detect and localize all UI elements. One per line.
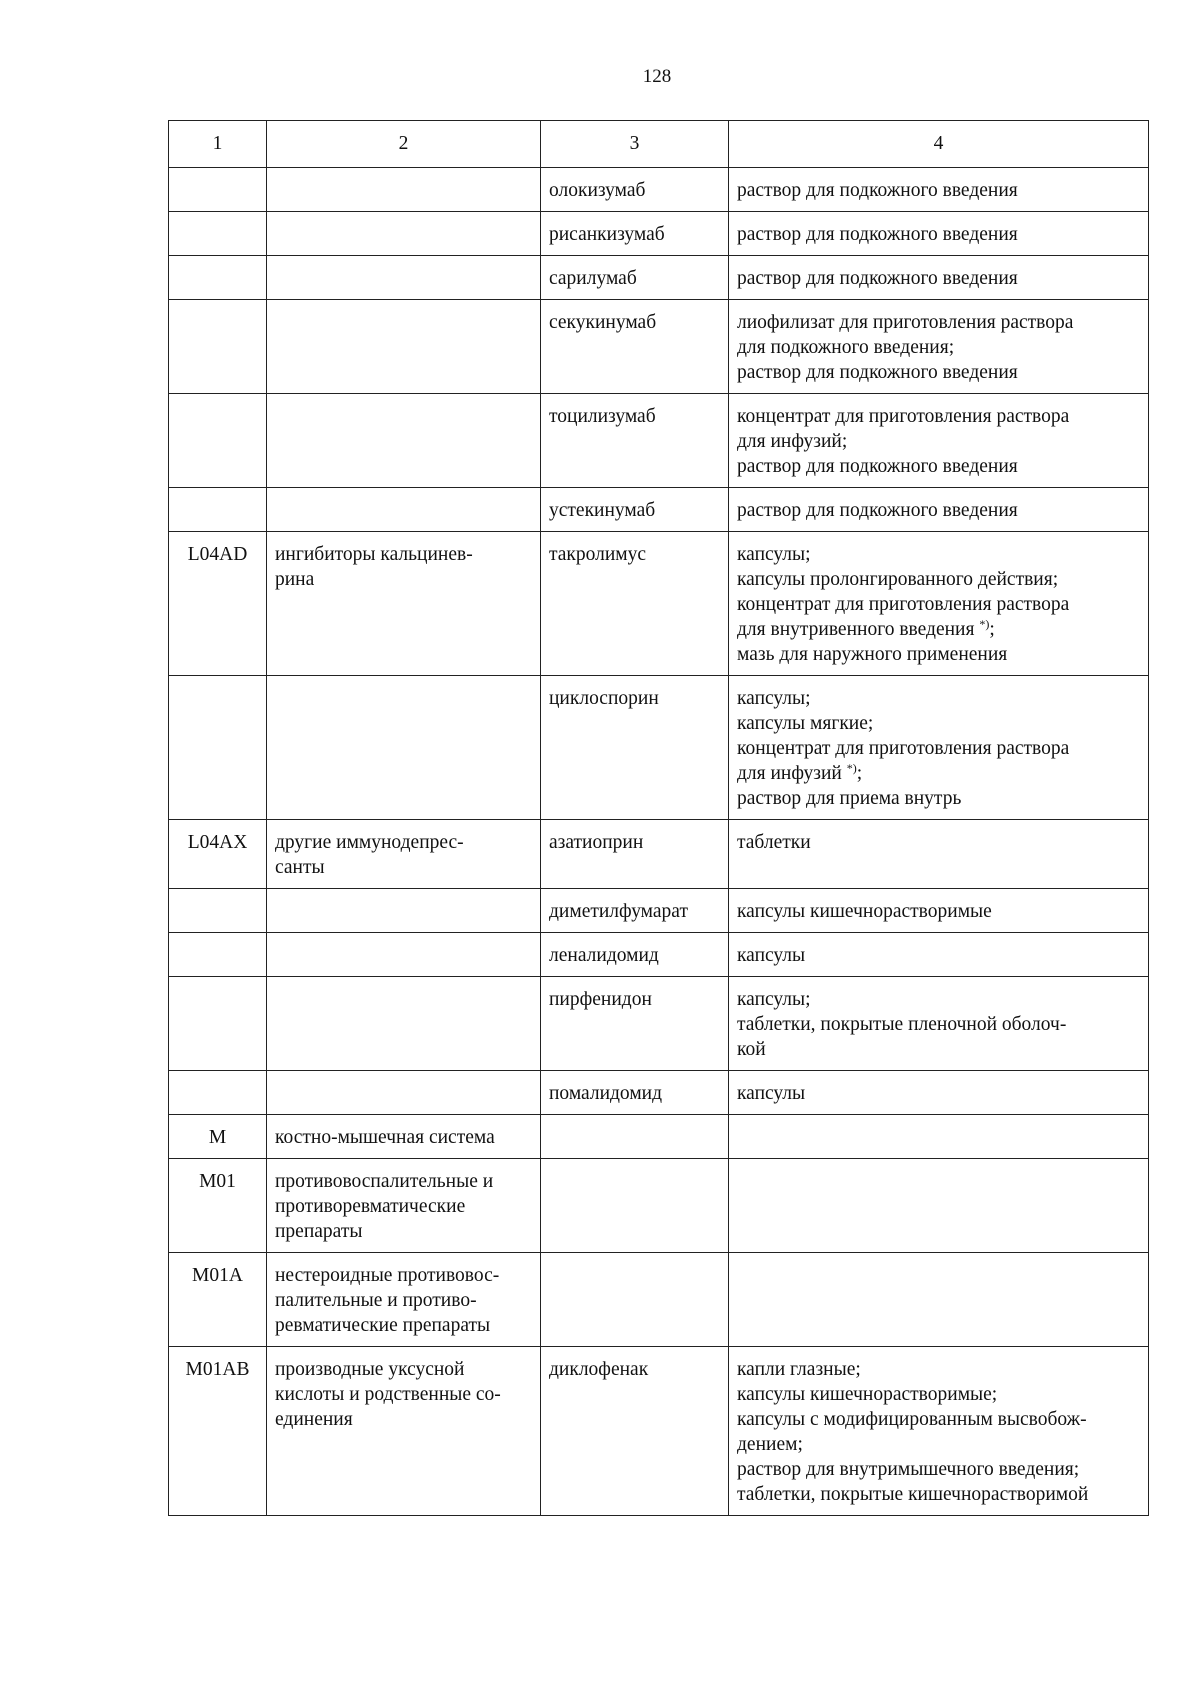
drug-name: секукинумаб bbox=[549, 312, 657, 333]
table-row bbox=[169, 532, 1149, 676]
atc-code-cell bbox=[169, 256, 267, 300]
group-cell bbox=[267, 1253, 541, 1347]
dosage-form-line: капсулы пролонгированного действия; bbox=[737, 569, 1059, 590]
dosage-forms-cell bbox=[729, 1347, 1149, 1516]
drug-name-cell bbox=[541, 1159, 729, 1253]
dosage-forms-cell bbox=[729, 977, 1149, 1071]
dosage-form-line: капсулы кишечнорастворимые; bbox=[737, 1384, 998, 1405]
dosage-form-line: таблетки bbox=[737, 832, 811, 853]
dosage-forms-cell bbox=[729, 394, 1149, 488]
group-text-line: единения bbox=[275, 1409, 353, 1430]
header-col-2: 2 bbox=[267, 121, 541, 168]
group-text-line: санты bbox=[275, 857, 325, 878]
group-text-line: препараты bbox=[275, 1221, 363, 1242]
group-cell bbox=[267, 394, 541, 488]
table-row bbox=[169, 256, 1149, 300]
dosage-form-line: раствор для подкожного введения bbox=[737, 224, 1018, 245]
dosage-form-line: для инфузий *); bbox=[737, 761, 863, 784]
atc-code-cell bbox=[169, 977, 267, 1071]
drug-name: рисанкизумаб bbox=[549, 224, 665, 245]
drug-name-cell bbox=[541, 256, 729, 300]
group-cell bbox=[267, 977, 541, 1071]
group-cell bbox=[267, 212, 541, 256]
dosage-forms-cell bbox=[729, 300, 1149, 394]
atc-code-cell bbox=[169, 488, 267, 532]
atc-code: L04AX bbox=[187, 832, 248, 853]
drug-name-cell bbox=[541, 1253, 729, 1347]
drug-name: диклофенак bbox=[549, 1359, 649, 1380]
dosage-forms-cell bbox=[729, 1159, 1149, 1253]
table-row bbox=[169, 488, 1149, 532]
table-row bbox=[169, 300, 1149, 394]
group-cell bbox=[267, 1347, 541, 1516]
table-row bbox=[169, 977, 1149, 1071]
group-text-line: другие иммунодепрес- bbox=[275, 832, 464, 853]
table-row bbox=[169, 168, 1149, 212]
table-row bbox=[169, 394, 1149, 488]
dosage-forms-cell bbox=[729, 532, 1149, 676]
dosage-forms-cell bbox=[729, 889, 1149, 933]
group-text-line: ингибиторы кальцинев- bbox=[275, 544, 473, 565]
drug-name: сарилумаб bbox=[549, 268, 637, 289]
group-cell bbox=[267, 820, 541, 889]
drug-name-cell bbox=[541, 488, 729, 532]
group-cell bbox=[267, 1115, 541, 1159]
dosage-form-line: раствор для подкожного введения bbox=[737, 268, 1018, 289]
atc-code: M01A bbox=[192, 1265, 243, 1286]
atc-code-cell bbox=[169, 676, 267, 820]
group-cell bbox=[267, 676, 541, 820]
dosage-forms-cell bbox=[729, 933, 1149, 977]
drug-name-cell bbox=[541, 394, 729, 488]
group-cell bbox=[267, 1159, 541, 1253]
table-row bbox=[169, 1159, 1149, 1253]
drug-name: тоцилизумаб bbox=[549, 406, 656, 427]
dosage-form-line: мазь для наружного применения bbox=[737, 644, 1008, 665]
drug-name-cell bbox=[541, 933, 729, 977]
table-row bbox=[169, 1115, 1149, 1159]
dosage-form-line: раствор для внутримышечного введения; bbox=[737, 1459, 1080, 1480]
table-row bbox=[169, 1347, 1149, 1516]
dosage-forms-cell bbox=[729, 256, 1149, 300]
group-cell bbox=[267, 488, 541, 532]
page-number: 128 bbox=[642, 66, 672, 87]
dosage-forms-cell bbox=[729, 1071, 1149, 1115]
atc-code-cell bbox=[169, 168, 267, 212]
dosage-forms-cell bbox=[729, 676, 1149, 820]
atc-code-cell bbox=[169, 889, 267, 933]
dosage-form-line: капсулы bbox=[737, 945, 806, 966]
header-col-4: 4 bbox=[729, 121, 1149, 168]
group-text-line: рина bbox=[275, 569, 315, 590]
drug-name: диметилфумарат bbox=[549, 901, 688, 922]
drug-name: азатиоприн bbox=[549, 832, 644, 853]
atc-code-cell bbox=[169, 1159, 267, 1253]
atc-code-cell bbox=[169, 1115, 267, 1159]
drug-name: олокизумаб bbox=[549, 180, 646, 201]
dosage-form-line: кой bbox=[737, 1039, 766, 1060]
dosage-form-line: капсулы с модифицированным высвобож- bbox=[737, 1409, 1087, 1430]
dosage-form-line: капсулы; bbox=[737, 688, 811, 709]
dosage-form-line: раствор для подкожного введения bbox=[737, 362, 1018, 383]
dosage-form-line: концентрат для приготовления раствора bbox=[737, 594, 1070, 615]
drug-name-cell bbox=[541, 820, 729, 889]
dosage-forms-cell bbox=[729, 212, 1149, 256]
atc-code-cell bbox=[169, 212, 267, 256]
dosage-forms-cell bbox=[729, 168, 1149, 212]
group-text-line: кислоты и родственные со- bbox=[275, 1384, 501, 1405]
dosage-form-line: капсулы мягкие; bbox=[737, 713, 874, 734]
drug-name-cell bbox=[541, 532, 729, 676]
atc-code: L04AD bbox=[187, 544, 248, 565]
atc-code: M bbox=[208, 1127, 227, 1148]
group-text-line: противоревматические bbox=[275, 1196, 466, 1217]
atc-code-cell bbox=[169, 394, 267, 488]
group-cell bbox=[267, 256, 541, 300]
drug-table bbox=[168, 120, 1149, 1516]
atc-code-cell bbox=[169, 300, 267, 394]
dosage-form-line: для подкожного введения; bbox=[737, 337, 955, 358]
drug-name: циклоспорин bbox=[549, 688, 659, 709]
drug-name-cell bbox=[541, 300, 729, 394]
drug-name: леналидомид bbox=[549, 945, 659, 966]
group-cell bbox=[267, 168, 541, 212]
drug-name: такролимус bbox=[549, 544, 647, 565]
header-row bbox=[169, 121, 1149, 168]
drug-name-cell bbox=[541, 889, 729, 933]
atc-code-cell bbox=[169, 532, 267, 676]
group-cell bbox=[267, 1071, 541, 1115]
dosage-form-line: лиофилизат для приготовления раствора bbox=[737, 312, 1074, 333]
atc-code-cell bbox=[169, 820, 267, 889]
dosage-forms-cell bbox=[729, 488, 1149, 532]
dosage-form-line: раствор для подкожного введения bbox=[737, 456, 1018, 477]
dosage-form-line: для инфузий; bbox=[737, 431, 848, 452]
drug-name-cell bbox=[541, 1115, 729, 1159]
header-col-3: 3 bbox=[541, 121, 729, 168]
group-text-line: производные уксусной bbox=[275, 1359, 465, 1380]
table-row bbox=[169, 820, 1149, 889]
group-cell bbox=[267, 933, 541, 977]
table-row bbox=[169, 933, 1149, 977]
group-cell bbox=[267, 889, 541, 933]
dosage-form-line: капсулы bbox=[737, 1083, 806, 1104]
dosage-form-line: капсулы; bbox=[737, 544, 811, 565]
atc-code-cell bbox=[169, 933, 267, 977]
group-text-line: ревматические препараты bbox=[275, 1315, 491, 1336]
dosage-form-line: капсулы кишечнорастворимые bbox=[737, 901, 992, 922]
dosage-form-line: раствор для приема внутрь bbox=[737, 788, 962, 809]
drug-name-cell bbox=[541, 212, 729, 256]
dosage-form-line: раствор для подкожного введения bbox=[737, 180, 1018, 201]
header-col-1: 1 bbox=[169, 121, 267, 168]
drug-name-cell bbox=[541, 676, 729, 820]
dosage-form-line: капсулы; bbox=[737, 989, 811, 1010]
atc-code: M01 bbox=[199, 1171, 236, 1192]
dosage-form-line: таблетки, покрытые кишечнорастворимой bbox=[737, 1484, 1089, 1505]
table-row bbox=[169, 889, 1149, 933]
drug-name: помалидомид bbox=[549, 1083, 663, 1104]
dosage-form-line: капли глазные; bbox=[737, 1359, 861, 1380]
table-row bbox=[169, 212, 1149, 256]
atc-code-cell bbox=[169, 1253, 267, 1347]
table-row bbox=[169, 1253, 1149, 1347]
atc-code-cell bbox=[169, 1347, 267, 1516]
group-cell bbox=[267, 532, 541, 676]
drug-name-cell bbox=[541, 977, 729, 1071]
dosage-forms-cell bbox=[729, 1115, 1149, 1159]
dosage-form-line: дением; bbox=[737, 1434, 803, 1455]
dosage-form-line: таблетки, покрытые пленочной оболоч- bbox=[737, 1014, 1067, 1035]
group-text-line: нестероидные противовос- bbox=[275, 1265, 500, 1286]
drug-name-cell bbox=[541, 168, 729, 212]
group-text-line: противовоспалительные и bbox=[275, 1171, 494, 1192]
table-body bbox=[169, 168, 1149, 1516]
group-text-line: палительные и противо- bbox=[275, 1290, 477, 1311]
dosage-form-line: концентрат для приготовления раствора bbox=[737, 406, 1070, 427]
dosage-form-line: раствор для подкожного введения bbox=[737, 500, 1018, 521]
drug-name: пирфенидон bbox=[549, 989, 652, 1010]
table-row bbox=[169, 676, 1149, 820]
dosage-forms-cell bbox=[729, 820, 1149, 889]
group-cell bbox=[267, 300, 541, 394]
dosage-forms-cell bbox=[729, 1253, 1149, 1347]
drug-name-cell bbox=[541, 1347, 729, 1516]
drug-name-cell bbox=[541, 1071, 729, 1115]
drug-name: устекинумаб bbox=[549, 500, 656, 521]
atc-code: M01AB bbox=[185, 1359, 250, 1380]
table-row bbox=[169, 1071, 1149, 1115]
dosage-form-line: для внутривенного введения *); bbox=[737, 617, 995, 640]
group-text-line: костно-мышечная система bbox=[275, 1127, 495, 1148]
atc-code-cell bbox=[169, 1071, 267, 1115]
dosage-form-line: концентрат для приготовления раствора bbox=[737, 738, 1070, 759]
